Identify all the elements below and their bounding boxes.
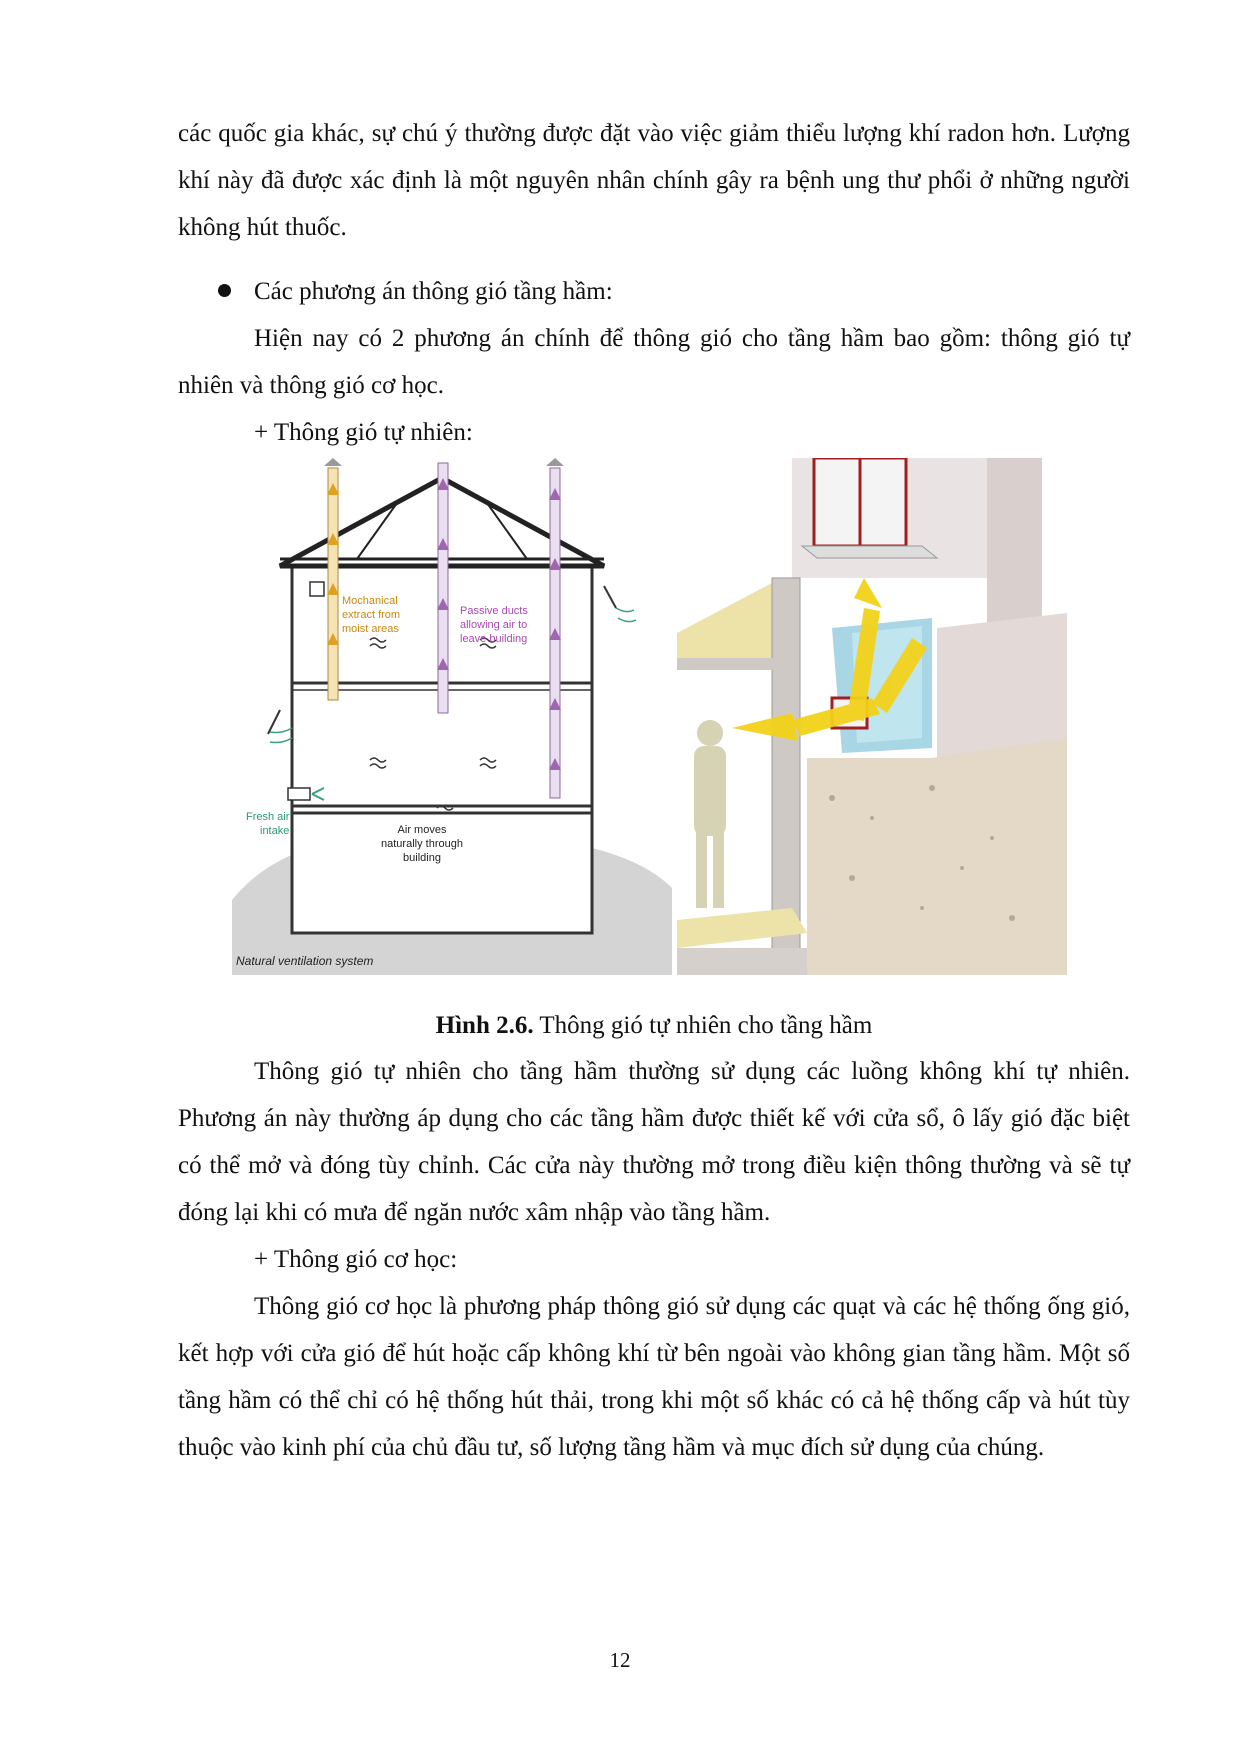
label-mechanical-3: moist areas [342, 623, 399, 635]
natural-block [178, 1048, 1130, 1471]
label-passive-1: Passive ducts [460, 605, 528, 617]
figure-natural-ventilation [232, 458, 1067, 975]
natural-heading: + Thông gió tự nhiên: [254, 419, 473, 446]
label-air-moves-3: building [403, 852, 441, 864]
label-passive-3: leave building [460, 633, 528, 645]
options-block [178, 315, 1130, 456]
intro-block [178, 110, 1130, 251]
natural-paragraph: Thông gió tự nhiên cho tầng hầm thường sử dụng các luồng không khí tự nhiên. Phương án này thường áp dụng cho các tầng hầm được thiết kế với cửa sổ, ô lấy gió đặc biệt có thể mở và đóng tùy chỉnh. Các cửa này thường mở trong điều kiện thông thường và sẽ tự đóng lại khi có mưa để ngăn nước xâm nhập vào tầng hầm. [178, 1058, 1130, 1226]
bullet-dot-icon [218, 284, 231, 297]
label-air-moves-1: Air moves [397, 824, 447, 836]
label-fresh-1: Fresh air [246, 811, 290, 823]
bullet-heading: Các phương án thông gió tầng hầm: [254, 278, 613, 305]
label-mechanical-1: Mochanical [342, 595, 398, 607]
label-passive-2: allowing air to [460, 619, 528, 631]
left-diagram [232, 458, 672, 975]
left-diagram-caption: Natural ventilation system [236, 954, 374, 968]
intro-paragraph: các quốc gia khác, sự chú ý thường được đặt vào việc giảm thiểu lượng khí radon hơn. Lượng khí này đã được xác định là một nguyên nhân chính gây ra bệnh ung thư phổi ở những người không hút thuốc. [178, 120, 1130, 241]
figure-caption-number: Hình 2.6. [435, 1012, 534, 1039]
mechanical-heading: + Thông gió cơ học: [254, 1246, 458, 1273]
figure-caption [178, 1002, 1130, 1049]
mechanical-paragraph: Thông gió cơ học là phương pháp thông gió sử dụng các quạt và các hệ thống ống gió, kết hợp với cửa gió để hút hoặc cấp không khí từ bên ngoài vào không gian tầng hầm. Một số tầng hầm có thể chỉ có hệ thống hút thải, trong khi một số khác có cả hệ thống cấp và hút tùy thuộc vào kinh phí của chủ đầu tư, số lượng tầng hầm và mục đích sử dụng của chúng. [178, 1293, 1130, 1461]
page-number: 12 [609, 1648, 631, 1672]
options-paragraph: Hiện nay có 2 phương án chính để thông gió cho tầng hầm bao gồm: thông gió tự nhiên và thông gió cơ học. [178, 325, 1130, 399]
figure-caption-text: Thông gió tự nhiên cho tầng hầm [533, 1012, 873, 1039]
label-air-moves-2: naturally through [381, 838, 463, 850]
label-fresh-2: intake [260, 825, 290, 837]
right-diagram [677, 458, 1067, 975]
label-mechanical-2: extract from [342, 609, 401, 621]
figure-illustration [232, 458, 1067, 975]
